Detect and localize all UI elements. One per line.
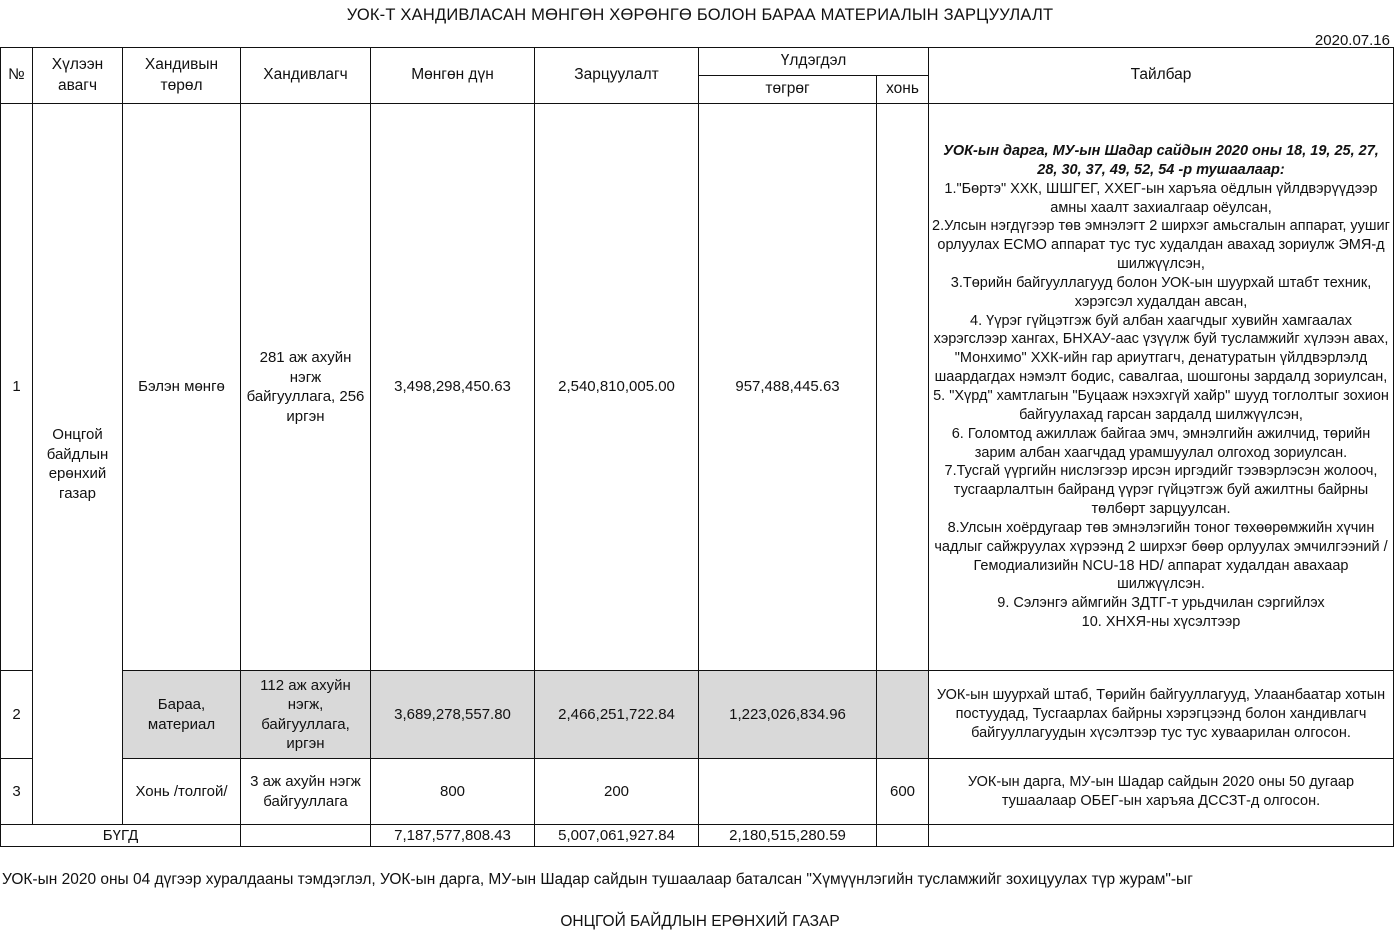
col-header-donation-type: Хандивын төрөл [123, 48, 241, 104]
donation-type-cell: Хонь /толгой/ [123, 759, 241, 825]
note-item: 10. ХНХЯ-ны хүсэлтээр [1081, 614, 1241, 631]
note-item: 7.Тусгай үүргийн нислэгээр ирсэн иргэдийг тээвэрлэсэн жолооч, тусгаарлалтын байранд үүрэг гүйцэтгэж буй ажилтны байрны төлбөрт зарцуулсан. [944, 463, 1378, 518]
note-heading: УОК-ын дарга, МУ-ын Шадар сайдын 2020 оны 18, 19, 25, 27, 28, 30, 37, 49, 52, 54 -р тушаалаар: [943, 143, 1379, 178]
note-cell: УОК-ын шуурхай штаб, Төрийн байгууллагууд, Улаанбаатар хотын постуудад, Тусгаарлах байрны хэрэгцээнд болон хандивлагч байгууллагуудын хүсэлтээр тус тус хуваарилан олгосон. [929, 671, 1394, 759]
footer-text: УОК-ын 2020 оны 04 дүгээр хуралдааны тэмдэглэл, УОК-ын дарга, МУ-ын Шадар сайдын тушаалаар баталсан "Хүмүүнлэгийн тусламжийг зохицуулах түр журам"-ыг [2, 871, 1193, 888]
col-header-balance-mnt: төгрөг [699, 76, 877, 104]
header-row [1, 48, 1394, 76]
total-amount: 7,187,577,808.43 [371, 825, 535, 847]
row-number: 1 [1, 104, 33, 671]
receiver-cell: Онцгой байдлын ерөнхий газар [33, 104, 123, 825]
balance-sheep-cell: 600 [877, 759, 929, 825]
table-row [1, 104, 1394, 671]
balance-sheep-cell [877, 104, 929, 671]
col-header-spending: Зарцуулалт [535, 48, 699, 104]
balance-mnt-cell [699, 759, 877, 825]
note-cell: УОК-ын дарга, МУ-ын Шадар сайдын 2020 оны 50 дугаар тушаалаар ОБЕГ-ын харъяа ДССЗТ-д олгосон. [929, 759, 1394, 825]
balance-sheep-cell [877, 671, 929, 759]
total-donor-cell [241, 825, 371, 847]
col-header-note: Тайлбар [929, 48, 1394, 104]
document-date: 2020.07.16 [1314, 32, 1390, 49]
total-balance-sheep [877, 825, 929, 847]
total-note-cell [929, 825, 1394, 847]
note-cell [929, 104, 1394, 671]
row-number: 3 [1, 759, 33, 825]
note-item: 6. Голомтод ажиллаж байгаа эмч, эмнэлгийн ажилчид, төрийн зарим албан хаагчдад урамшуулал олгоход зориулсан. [951, 425, 1371, 461]
col-header-balance-sheep: хонь [877, 76, 929, 104]
spending-cell: 2,466,251,722.84 [535, 671, 699, 759]
note-item: 9. Сэлэнгэ аймгийн ЗДТГ-т урьдчилан сэргийлэх [997, 595, 1325, 612]
note-item: 8.Улсын хоёрдугаар төв эмнэлэгийн тоног төхөөрөмжийн хүчин чадлыг сайжруулах хүрээнд 2 ширхэг бөөр орлуулах эмчилгээний /Гемодиализийн NCU-18 HD/ аппарат худалдан авахаар шилжүүлсэн. [934, 519, 1388, 593]
col-header-donor: Хандивлагч [241, 48, 371, 104]
note-item: 3.Төрийн байгууллагууд болон УОК-ын шуурхай штабт техник, хэрэгсэл худалдан авсан, [950, 274, 1372, 310]
table-row [1, 759, 1394, 825]
balance-mnt-cell: 957,488,445.63 [699, 104, 877, 671]
footer-organization: ОНЦГОЙ БАЙДЛЫН ЕРӨНХИЙ ГАЗАР [560, 913, 840, 930]
donor-cell: 281 аж ахуйн нэгж байгууллага, 256 иргэн [241, 104, 371, 671]
total-label: БҮГД [1, 825, 241, 847]
note-item: 5. "Хүрд" хамтлагын "Буцааж нэхэхгүй хайр" шууд тоглолтыг зохион байгуулахад гарсан зардалд шилжүүлсэн, [933, 388, 1389, 423]
donation-type-cell: Бэлэн мөнгө [123, 104, 241, 671]
balance-mnt-cell: 1,223,026,834.96 [699, 671, 877, 759]
total-row [1, 825, 1394, 847]
col-header-receiver: Хүлээн авагч [33, 48, 123, 104]
spending-cell: 2,540,810,005.00 [535, 104, 699, 671]
donation-type-cell: Бараа, материал [123, 671, 241, 759]
amount-cell: 800 [371, 759, 535, 825]
col-header-no: № [1, 48, 33, 104]
total-balance-mnt: 2,180,515,280.59 [699, 825, 877, 847]
donor-cell: 112 аж ахуйн нэгж, байгууллага, иргэн [241, 671, 371, 759]
document-title: УОК-Т ХАНДИВЛАСАН МӨНГӨН ХӨРӨНГӨ БОЛОН БАРАА МАТЕРИАЛЫН ЗАРЦУУЛАЛТ [346, 6, 1054, 24]
table-row [1, 671, 1394, 759]
total-spending: 5,007,061,927.84 [535, 825, 699, 847]
donor-cell: 3 аж ахуйн нэгж байгууллага [241, 759, 371, 825]
note-item: 1."Бөртэ" ХХК, ШШГЕГ, ХХЕГ-ын харъяа оёдлын үйлдвэрүүдээр амны хаалт захиалгаар оёулсан, [944, 180, 1378, 216]
spending-table [0, 47, 1394, 847]
note-item: 4. Үүрэг гүйцэтгэж буй албан хаагчдыг хувийн хамгаалах хэрэгслээр хангах, БНХАУ-аас үзүүлж буй тусламжийг хүлээн авах, "Монхимо" ХХК-ийн гар ариутгагч, денатуратын үйлдвэрлэлд шаардагдах нэмэлт бодис, савалгаа, шошгоны зардалд зориулсан, [933, 312, 1389, 386]
row-number: 2 [1, 671, 33, 759]
spending-cell: 200 [535, 759, 699, 825]
amount-cell: 3,689,278,557.80 [371, 671, 535, 759]
amount-cell: 3,498,298,450.63 [371, 104, 535, 671]
note-item: 2.Улсын нэгдүгээр төв эмнэлэгт 2 ширхэг амьсгалын аппарат, уушиг орлуулах ECMO аппарат тус тус худалдан авахад зориулж ЭМЯ-д шилжүүлсэн, [932, 218, 1390, 273]
col-header-amount: Мөнгөн дүн [371, 48, 535, 104]
col-header-balance: Үлдэгдэл [699, 48, 929, 76]
